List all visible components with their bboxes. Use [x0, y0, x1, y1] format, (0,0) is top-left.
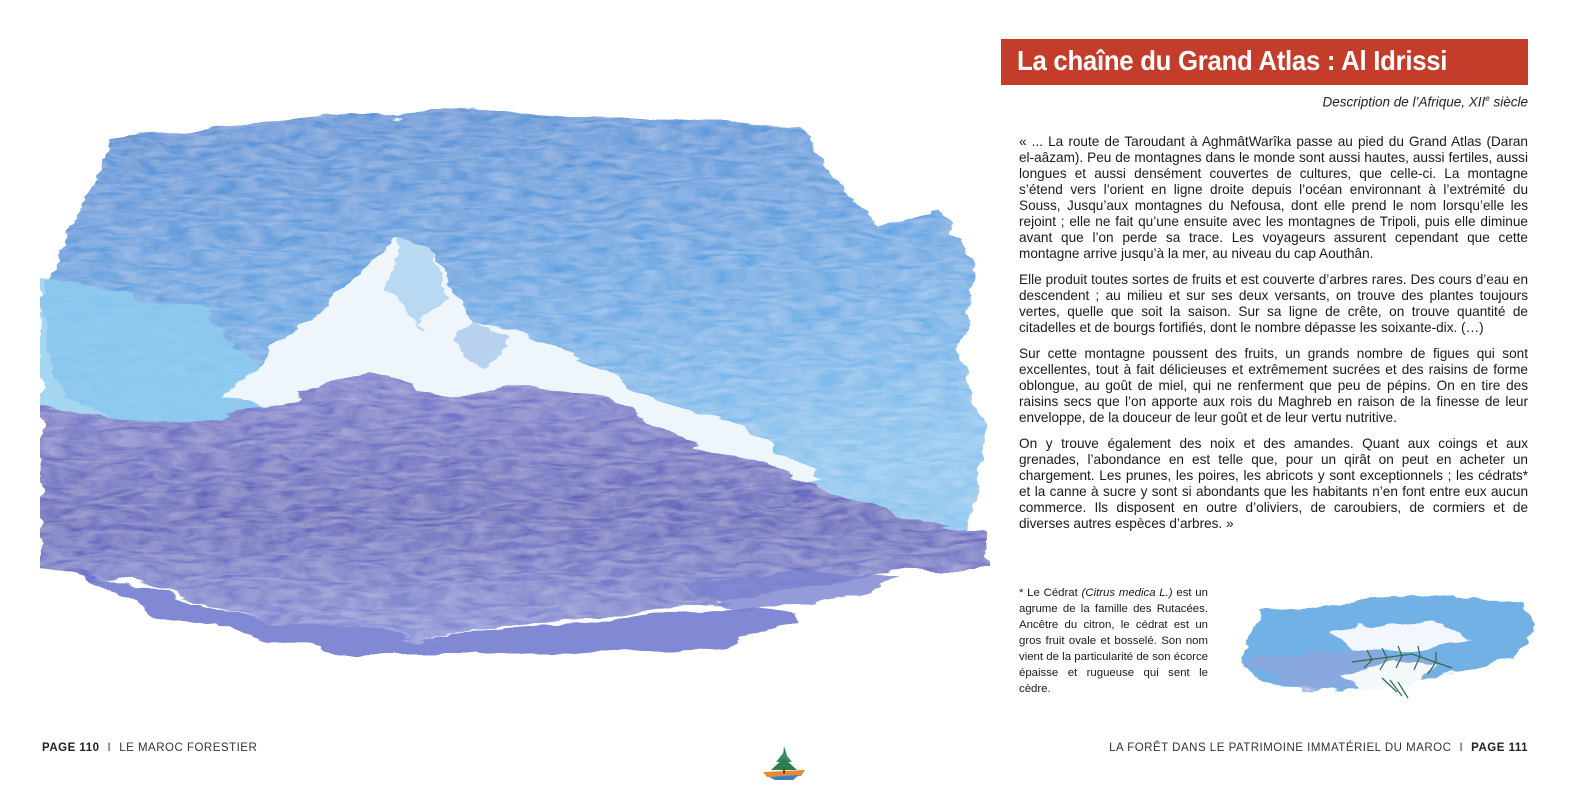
book-title: LE MAROC FORESTIER	[119, 742, 258, 754]
footnote-text: est un agrume de la famille des Rutacées. Ancêtre du citron, le cédrat est un gros fruit ovale et bosselé. Son nom vient de la particularité de son écorce épaisse et rugueuse qui sent le cèdre.	[1019, 587, 1208, 695]
page-number-left: PAGE 110	[42, 742, 100, 754]
subtitle-suffix: siècle	[1489, 94, 1528, 110]
paragraph: « ... La route de Taroudant à AghmâtWarîka passe au pied du Grand Atlas (Daran el-aâzam). Peu de montagnes dans le monde sont aussi hautes, aussi fertiles, aussi longues et aussi densément couvertes de cultures, que celle-ci. La montagne s’étend vers l’orient en ligne droite depuis l’océan environnant à l’extrémité du Souss, Jusqu’aux montagnes du Nefousa, dont elle prend le nom lorsqu’elle les rejoint ; elle ne fait qu’une ensuite avec les montagnes de Tripoli, puis elle diminue avant que l’on perde sa trace. Les voyageurs assurent cependant que cette montagne arrive jusqu’à la mer, au niveau du cap Aouthân.	[1019, 134, 1528, 261]
footnote-latin: (Citrus medica L.)	[1081, 587, 1173, 599]
title-banner	[1001, 39, 1528, 85]
paragraph: On y trouve également des noix et des amandes. Quant aux coings et aux grenades, l’abondance en est telle que, pour un qirât on peut en acheter un chargement. Les prunes, les poires, les abricots y sont exceptionnels ; les cédrats* et la canne à sucre y sont si abondants que les habitants n’en font entre eux aucun commerce. Ils disposent en outre d’oliviers, de caroubiers, de cormiers et de diverses autres espèces d’arbres. »	[1019, 436, 1528, 531]
footer-separator: I	[1459, 742, 1464, 754]
footer-left	[42, 742, 257, 754]
footer-separator: I	[107, 742, 112, 754]
subtitle	[1322, 94, 1528, 110]
chapter-title: LA FORÊT DANS LE PATRIMOINE IMMATÉRIEL DU MAROC	[1109, 742, 1452, 754]
page-title: La chaîne du Grand Atlas : Al Idrissi	[1017, 45, 1448, 76]
subtitle-sup: e	[1485, 94, 1490, 103]
footnote-prefix: * Le Cédrat	[1019, 587, 1082, 599]
footer-right	[1109, 742, 1528, 754]
watercolor-mountain-icon	[40, 98, 990, 658]
page-number-right: PAGE 111	[1471, 742, 1528, 754]
cedar-logo-icon	[759, 744, 809, 782]
paragraph: Sur cette montagne poussent des fruits, un grands nombre de figues qui sont excellentes, tout à fait délicieuses et extrêmement sucrées et des raisins de forme oblongue, au goût de miel, qui ne renferment que peu de pépins. On en tire des raisins secs que l’on apporte aux rois du Maghreb en raison de la finesse de leur enveloppe, de la douceur de leur goût et de leur vertu nutritive.	[1019, 346, 1528, 425]
footnote	[1019, 585, 1208, 697]
subtitle-text: Description de l’Afrique, XII	[1322, 94, 1486, 110]
watercolor-cedar-branch-icon	[1222, 590, 1542, 708]
body-text	[1019, 134, 1528, 542]
paragraph: Elle produit toutes sortes de fruits et est couverte d’arbres rares. Des cours d’eau en descendent ; au milieu et sur ses deux versants, on trouve des plantes toujours vertes, quelle que soit la saison. Sur sa ligne de crête, on trouve quantité de citadelles et de bourgs fortifiés, dont le nombre dépasse les soixante-dix. (…)	[1019, 272, 1528, 335]
